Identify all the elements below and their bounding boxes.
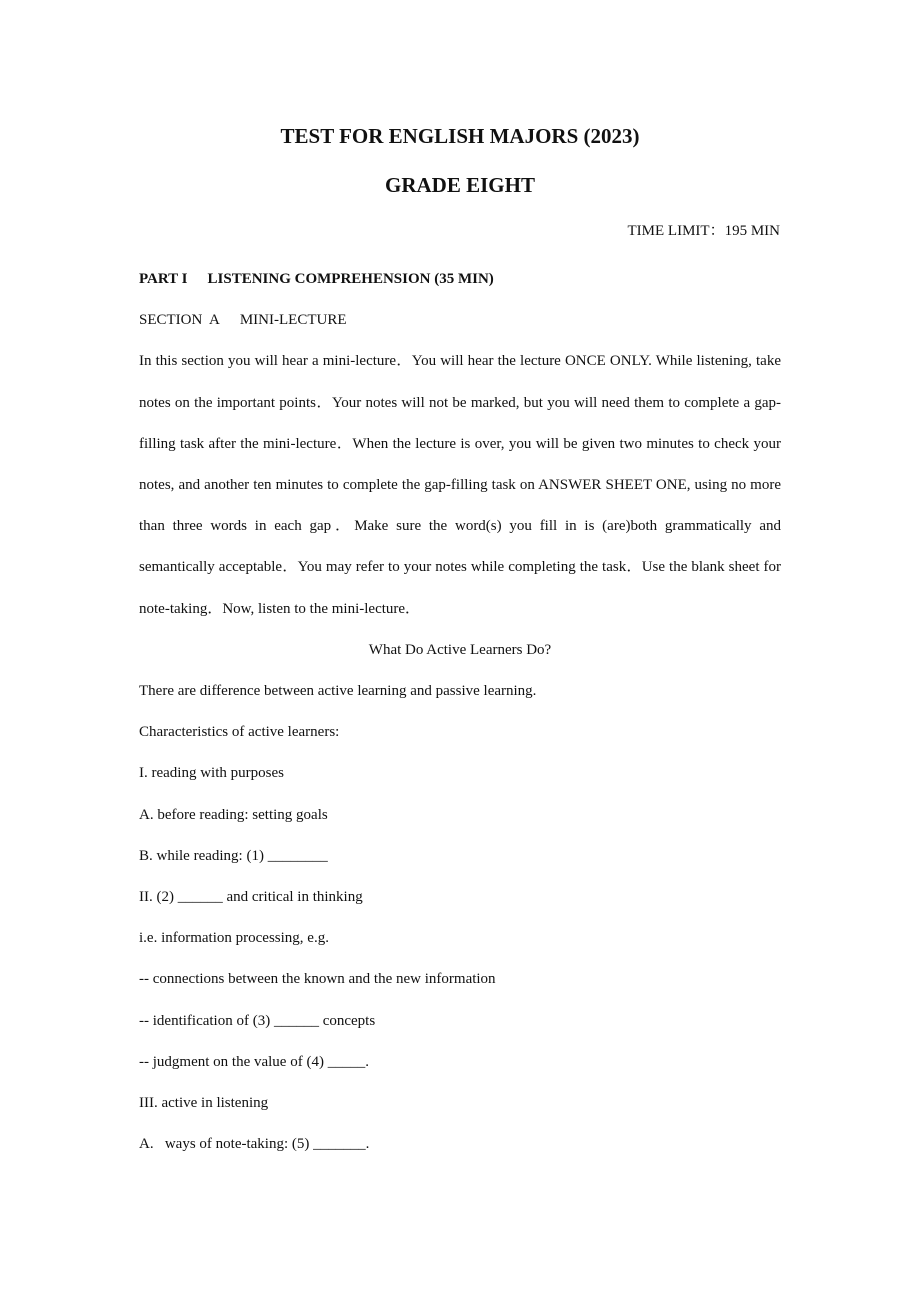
section-name: MINI-LECTURE xyxy=(239,312,347,329)
part-heading xyxy=(139,259,781,300)
outline-line: I. reading with purposes xyxy=(139,765,284,782)
exam-grade: GRADE EIGHT xyxy=(385,173,535,197)
outline-line: There are difference between active learning and passive learning. xyxy=(139,683,537,700)
outline-gap-line-5: A. ways of note-taking: (5) _______. xyxy=(139,1136,370,1153)
outline-line: Characteristics of active learners: xyxy=(139,724,340,741)
exam-title: TEST FOR ENGLISH MAJORS (2023) xyxy=(280,124,640,148)
lecture-title: What Do Active Learners Do? xyxy=(368,641,552,658)
outline-line: i.e. information processing, e.g. xyxy=(139,930,329,947)
section-heading xyxy=(139,300,781,341)
time-limit: TIME LIMIT：195 MIN xyxy=(627,223,780,239)
instructions-paragraph: In this section you will hear a mini-lecture．You will hear the lecture ONCE ONLY. While listening, take notes on the important points．Your notes will not be marked, but you will need them to complete a gap-filling task after the mini-lecture．When the lecture is over, you will be given two minutes to check your notes, and another ten minutes to complete the gap-filling task on ANSWER SHEET ONE, using no more than three words in each gap．Make sure the word(s) you fill in is (are)both grammatically and semantically acceptable．You may refer to your notes while completing the task．Use the blank sheet for note-taking．Now, listen to the mini-lecture． xyxy=(139,353,781,617)
part-label: PART I xyxy=(139,271,188,287)
outline-line: A. before reading: setting goals xyxy=(139,806,328,823)
outline-gap-line-1: B. while reading: (1) ________ xyxy=(139,847,328,864)
exam-content xyxy=(139,259,781,1165)
section-label: SECTION A xyxy=(139,312,220,329)
outline-line: -- connections between the known and the new information xyxy=(139,971,496,988)
outline-line: III. active in listening xyxy=(139,1095,269,1112)
part-name: LISTENING COMPREHENSION (35 MIN) xyxy=(207,271,494,287)
outline-gap-line-3: -- identification of (3) ______ concepts xyxy=(139,1012,376,1029)
outline-gap-line-2: II. (2) ______ and critical in thinking xyxy=(139,889,363,906)
outline-gap-line-4: -- judgment on the value of (4) _____. xyxy=(139,1053,369,1070)
